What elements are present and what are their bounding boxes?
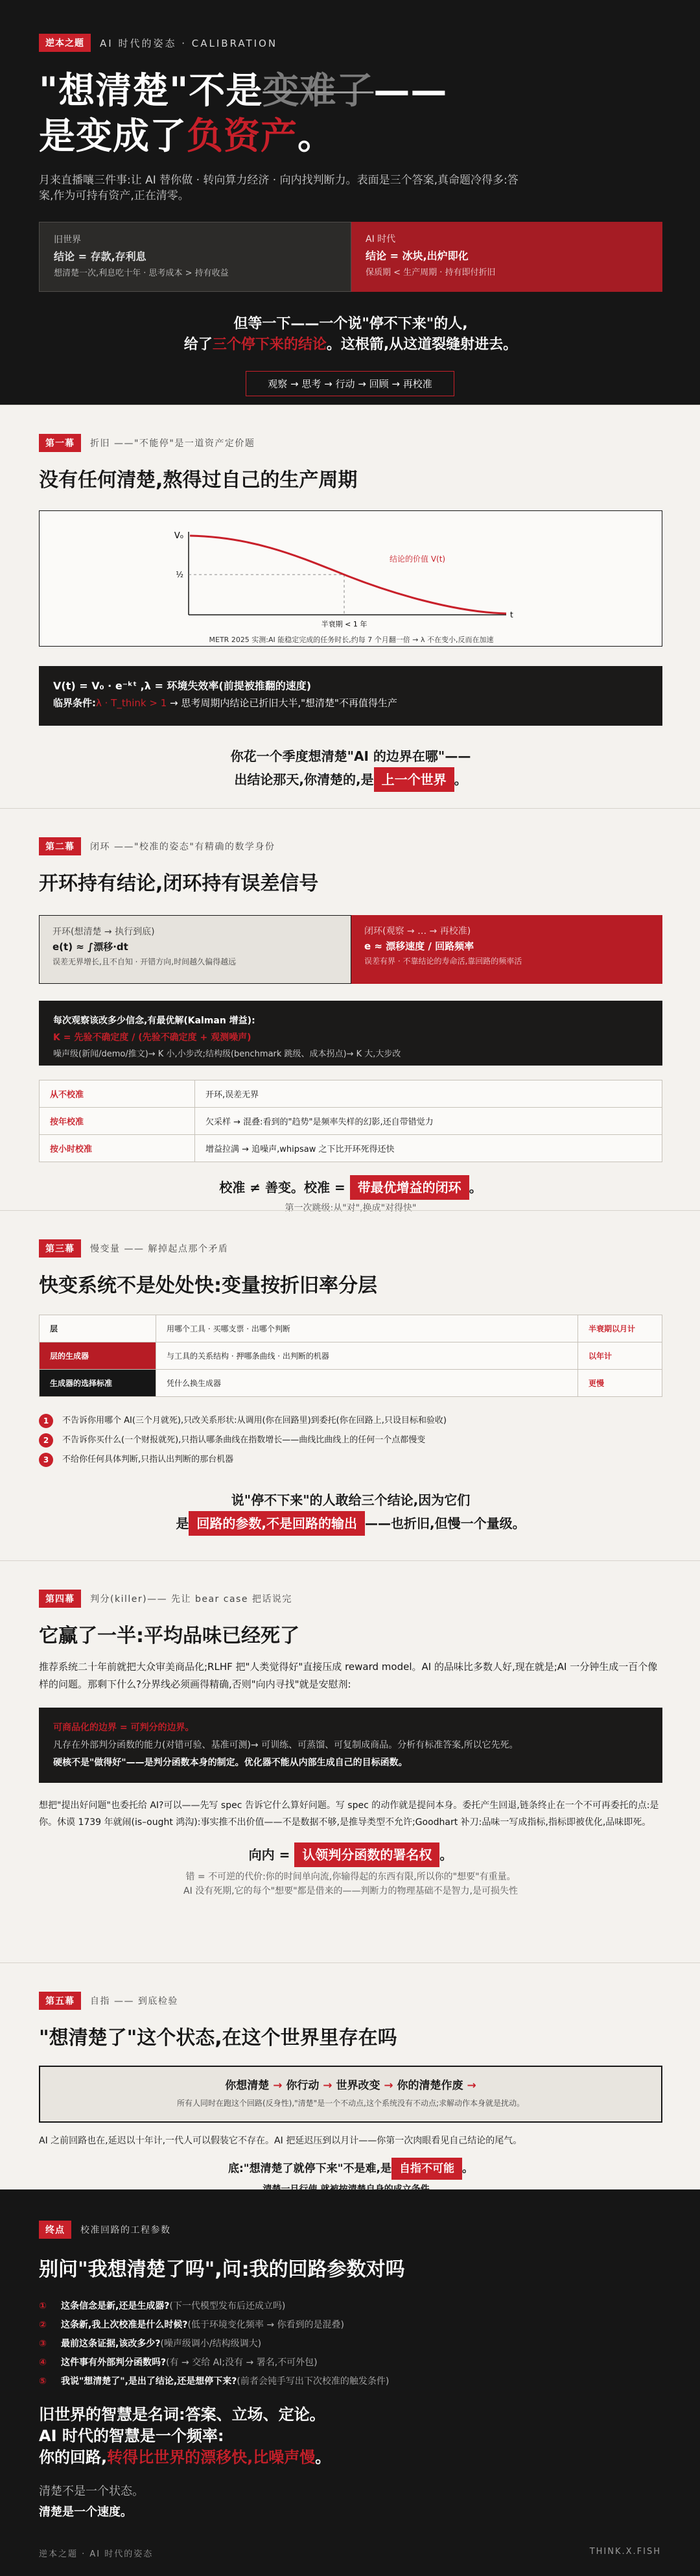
loop-box <box>39 2066 662 2123</box>
section-2-label-text: 闭环 ——"校准的姿态"有精确的数学身份 <box>90 842 275 852</box>
end-big-3a: 你的回路, <box>39 2448 108 2466</box>
end-list-item <box>39 2335 661 2354</box>
quote-2a: 出结论那天,你清楚的,是 <box>234 772 374 787</box>
end-list-note: (噪声级调小/结构级调大) <box>160 2339 262 2349</box>
calibration-key: 按小时校准 <box>40 1135 195 1162</box>
s5-paragraph: AI 之前回路也在,延迟以十年计,一代人可以假装它不存在。AI 把延迟压到以月计——你第一次肉眼看见自己结论的尾气。 <box>39 2136 522 2146</box>
section-3-label-text: 慢变量 —— 解掉起点那个矛盾 <box>90 1244 229 1254</box>
title-red: 负资产 <box>187 115 298 158</box>
section-5-tag: 第五幕 <box>39 1992 81 2010</box>
title-strike: 变难了 <box>262 70 374 112</box>
quote-2 <box>39 767 662 792</box>
half-label: ½ <box>176 570 183 579</box>
s4-quote-highlight: 认领判分函数的署名权 <box>294 1843 439 1867</box>
calibration-value: 开环,误差无界 <box>195 1080 662 1108</box>
end-big-3 <box>39 2447 661 2468</box>
s4-dark-2: 凡存在外部判分函数的能力(对错可验、基准可测)→ 可训练、可蒸馏、可复制成商品。分析有标准答案,所以它先死。 <box>53 1740 519 1750</box>
mid-red: 三个停下来的结论 <box>212 337 327 353</box>
footer-bar <box>39 2547 661 2559</box>
end-last-1: 清楚不是一个状态。 <box>39 2485 144 2498</box>
end-list-main: 这条新,我上次校准是什么时候? <box>61 2320 188 2330</box>
layer-row <box>40 1370 662 1397</box>
section-5-title: "想清楚了"这个状态,在这个世界里存在吗 <box>39 2027 397 2049</box>
loop-step-1: 你想清楚 <box>225 2079 270 2092</box>
compare-old <box>39 222 351 292</box>
s4-paragraph-2: 想把"提出好问题"也委托给 AI?可以——先写 spec 告诉它什么算好问题。写 spec 的动作就是提问本身。委托产生回退,链条终止在一个不可再委托的点:是你。休谟 1739 年就闹(is–ought 鸿沟):事实推不出价值——不是数据不够,是推导类型不允许;Goodhart 补刀:品味一写成指标,指标即被优化,品味即死。 <box>39 1800 659 1828</box>
layer-table <box>39 1315 662 1397</box>
s4-dark-3: 硬核不是"做得好"——是判分函数本身的制定。优化器不能从内部生成自己的目标函数。 <box>53 1758 408 1768</box>
title-part-2: 是变成了 <box>39 115 187 158</box>
end-list-note: (低于环境变化频率 → 你看到的是混叠) <box>187 2320 345 2330</box>
hero-tag: 逆本之题 <box>39 34 91 52</box>
footer-left: 逆本之题 · AI 时代的姿态 <box>39 2549 154 2559</box>
section-3-quote <box>39 1489 662 1536</box>
hero-desc: 月来直播嚷三件事:让 AI 替你做 · 转向算力经济 · 向内找判断力。表面是三个答案,真命题冷得多:答案,作为可持有资产,正在清零。 <box>39 174 519 202</box>
end-list-main: 这件事有外部判分函数吗? <box>61 2357 167 2368</box>
open-loop-top: 开环(想清楚 → 执行到底) <box>52 927 155 937</box>
section-4 <box>0 1560 700 1962</box>
open-loop-sub: 误差无界增长,且不自知 · 开错方向,时间越久偏得越远 <box>52 957 237 966</box>
list-item <box>39 1450 661 1470</box>
layer-rate: 以年计 <box>578 1342 662 1370</box>
calibration-value: 欠采样 → 混叠:看到的"趋势"是频率失样的幻影,还自带错觉力 <box>195 1108 662 1135</box>
compare-old-sub: 想清楚一次,利息吃十年 · 思考成本 > 持有收益 <box>54 268 229 278</box>
section-2-tag: 第二幕 <box>39 837 81 855</box>
end-last-2: 清楚是一个速度。 <box>39 2505 132 2519</box>
end-list-text <box>61 2354 318 2372</box>
compare-new-main: 结论 = 冰块,出炉即化 <box>366 250 469 262</box>
section-4-label <box>39 1590 661 1608</box>
calibration-key: 从不校准 <box>40 1080 195 1108</box>
calibration-row <box>40 1108 662 1135</box>
compare-new <box>351 222 662 292</box>
end-list-number: ② <box>39 2320 47 2330</box>
title-dash: —— <box>373 70 448 112</box>
list-item <box>39 1431 661 1450</box>
kalman-2: K = 先验不确定度 / (先验不确定度 + 观测噪声) <box>53 1032 251 1043</box>
layer-name: 层 <box>40 1315 156 1342</box>
end-list-item <box>39 2297 661 2316</box>
open-loop-main: e(t) ≈ ∫漂移·dt <box>52 941 128 953</box>
chart-caption: METR 2025 实测:AI 能稳定完成的任务时长,约每 7 个月翻一倍 → λ 不在变小,反而在加速 <box>209 636 494 644</box>
calibration-value: 增益拉满 → 追噪声,whipsaw 之下比开环死得还快 <box>195 1135 662 1162</box>
s4-paragraph-1: 推荐系统二十年前就把大众审美商品化;RLHF 把"人类觉得好"直接压成 reward model。AI 的品味比多数人好,现在就是;AI 一分钟生成一百个像样的问题。那剩下什么?分界线必须画得精确,否则"向内寻找"就是安慰剂: <box>39 1661 658 1690</box>
section-1 <box>0 405 700 808</box>
s4-quote-b: 。 <box>439 1847 453 1863</box>
layer-desc: 与工具的关系结构 · 押哪条曲线 · 出判断的机器 <box>156 1342 578 1370</box>
end-big <box>39 2404 661 2468</box>
hero-section <box>0 0 700 405</box>
section-1-quote <box>39 745 662 792</box>
closed-loop-sub: 误差有界 · 不靠结论的寿命活,靠回路的频率活 <box>364 957 522 966</box>
section-2 <box>0 808 700 1213</box>
list-text: 不告诉你买什么(一个财报就死),只指认哪条曲线在指数增长——曲线比曲线上的任何一个点都慢变 <box>62 1435 426 1445</box>
layer-row <box>40 1315 662 1342</box>
layer-name: 生成器的选择标准 <box>40 1370 156 1397</box>
hero-mid-1: 但等一下——一个说"停不下来"的人, <box>233 316 468 332</box>
end-list-number: ③ <box>39 2339 47 2349</box>
calibration-row <box>40 1080 662 1108</box>
loop-step-4: 你的清楚作废 <box>397 2079 463 2092</box>
curve-label: 结论的价值 V(t) <box>390 555 446 564</box>
s3-quote-1: 说"停不下来"的人敢给三个结论,因为它们 <box>231 1492 471 1508</box>
end-list-item <box>39 2316 661 2335</box>
mid-text: 给了 <box>183 337 213 353</box>
section-3-label <box>39 1239 661 1258</box>
end-list-number: ⑤ <box>39 2376 47 2387</box>
open-loop-card <box>39 915 351 984</box>
layer-row <box>40 1342 662 1370</box>
hero-mid-2 <box>39 335 662 355</box>
section-1-tag: 第一幕 <box>39 434 81 452</box>
end-label <box>39 2221 661 2239</box>
s2-quote-sub: 第一次跳级:从"对",换成"对得快" <box>285 1203 417 1213</box>
end-list-text <box>61 2316 344 2335</box>
s4-dark-1: 可商品化的边界 = 可判分的边界。 <box>53 1723 194 1733</box>
t-label: t <box>510 610 513 619</box>
section-1-title: 没有任何清楚,熬得过自己的生产周期 <box>39 469 358 492</box>
closed-loop-card <box>351 915 662 984</box>
s2-quote-b: 。 <box>469 1180 482 1195</box>
list-number: 3 <box>39 1453 53 1467</box>
end-big-3b: 。 <box>315 2448 331 2466</box>
layer-rate: 更慢 <box>578 1370 662 1397</box>
layer-rate: 半衰期以月计 <box>578 1315 662 1342</box>
section-5-label <box>39 1992 661 2010</box>
title-end: 。 <box>298 115 334 158</box>
end-list-item <box>39 2372 661 2391</box>
end-big-1: 旧世界的智慧是名词:答案、立场、定论。 <box>39 2405 325 2424</box>
hero-kicker <box>39 34 661 52</box>
formula-line: V(t) = V₀ · e⁻ᵏᵗ ,λ = 环境失效率(前提被推翻的速度) <box>53 680 312 692</box>
y-label: V₀ <box>174 531 183 541</box>
end-list-number: ① <box>39 2301 47 2311</box>
hero-kicker-text: AI 时代的姿态 · CALIBRATION <box>100 37 278 49</box>
section-2-quote <box>39 1175 662 1200</box>
list-number: 2 <box>39 1433 53 1448</box>
end-list-note: (有 → 交给 AI;没有 → 署名,不可外包) <box>166 2357 318 2368</box>
cond-a: 临界条件: <box>53 697 96 709</box>
section-3-title: 快变系统不是处处快:变量按折旧率分层 <box>39 1274 377 1297</box>
list-number: 1 <box>39 1414 53 1428</box>
s3-quote-highlight: 回路的参数,不是回路的输出 <box>189 1511 365 1536</box>
end-big-3red: 转得比世界的漂移快,比噪声慢 <box>107 2448 316 2466</box>
end-list-number: ④ <box>39 2357 47 2368</box>
end-last <box>39 2481 661 2523</box>
section-4-tag: 第四幕 <box>39 1590 81 1608</box>
end-list-main: 这条信念是新,还是生成器? <box>61 2301 170 2311</box>
critical-line <box>53 695 648 711</box>
s5-quote-b: 。 <box>461 2162 473 2175</box>
kalman-box <box>39 1001 662 1066</box>
quote-2b: 。 <box>454 772 467 787</box>
s5-quote-highlight: 自指不可能 <box>391 2158 462 2180</box>
end-tag: 终点 <box>39 2221 71 2239</box>
list-text: 不给你任何具体判断,只指认出判断的那台机器 <box>62 1455 234 1464</box>
end-list-note: (下一代模型发布后还成立吗) <box>169 2301 286 2311</box>
footer-right: THINK.X.FISH <box>589 2547 661 2557</box>
end-list-text <box>61 2335 261 2354</box>
s3-quote-2b: ——也折旧,但慢一个量级。 <box>365 1516 526 1531</box>
s3-quote-2a: 是 <box>176 1516 189 1531</box>
loop-step-2: 你行动 <box>286 2079 320 2092</box>
section-4-title: 它赢了一半:平均品味已经死了 <box>39 1625 299 1647</box>
s2-quote-a: 校准 ≠ 善变。校准 = <box>219 1180 350 1195</box>
half-life-label: 半衰期 < 1 年 <box>321 620 368 628</box>
quote-1: 你花一个季度想清楚"AI 的边界在哪"—— <box>230 748 471 764</box>
loop-chain: 你想清楚 → 你行动 → 世界改变 → 你的清楚作废 → <box>225 2079 476 2092</box>
hero-title <box>39 69 661 160</box>
loop-compare <box>39 915 662 984</box>
s3-quote-2 <box>39 1511 662 1536</box>
loop-step-3: 世界改变 <box>336 2079 380 2092</box>
closed-loop-main: e ≈ 漂移速度 / 回路频率 <box>364 940 474 952</box>
compare-old-main: 结论 = 存款,存利息 <box>54 250 146 263</box>
layer-desc: 凭什么换生成器 <box>156 1370 578 1397</box>
end-list <box>39 2297 661 2391</box>
calibration-key: 按年校准 <box>40 1108 195 1135</box>
cond-b: → 思考周期内结论已折旧大半,"想清楚"不再值得生产 <box>167 697 397 709</box>
section-2-label <box>39 837 661 855</box>
end-list-item <box>39 2354 661 2372</box>
formula-box <box>39 666 662 726</box>
compare-old-top: 旧世界 <box>54 235 81 245</box>
section-1-label-text: 折旧 ——"不能停"是一道资产定价题 <box>90 438 255 449</box>
end-big-2: AI 时代的智慧是一个频率: <box>39 2427 224 2445</box>
section-4-label-text: 判分(killer)—— 先让 bear case 把话说完 <box>90 1594 292 1604</box>
end-section <box>0 2189 700 2576</box>
closed-loop-top: 闭环(观察 → … → 再校准) <box>364 926 471 936</box>
s2-quote-highlight: 带最优增益的闭环 <box>350 1175 469 1200</box>
section-5 <box>0 1962 700 2189</box>
end-list-main: 最前这条证据,该改多少? <box>61 2339 161 2349</box>
compare-new-sub: 保质期 < 生产周期 · 持有即付折旧 <box>366 268 496 278</box>
section-3 <box>0 1210 700 1560</box>
mid-text-2: 。这根箭,从这道裂缝射进去。 <box>326 337 518 353</box>
kalman-3: 噪声级(新闻/demo/推文)→ K 小,小步改;结构级(benchmark 跳级、成本拐点)→ K 大,大步改 <box>53 1049 401 1059</box>
section-2-title: 开环持有结论,闭环持有误差信号 <box>39 872 319 895</box>
s4-quote-sub-2: AI 没有死期,它的每个"想要"都是借来的——判断力的物理基础不是智力,是可损失性 <box>183 1886 518 1896</box>
end-title: 别问"我想清楚了吗",问:我的回路参数对吗 <box>39 2258 405 2281</box>
section-5-label-text: 自指 —— 到底检验 <box>90 1996 178 2007</box>
hero-compare <box>39 222 662 292</box>
end-list-note: (前者会钝手写出下次校准的触发条件) <box>237 2376 390 2387</box>
end-label-text: 校准回路的工程参数 <box>80 2225 171 2236</box>
s5-quote-a: 底:"想清楚了就停下来"不是难,是 <box>228 2162 391 2175</box>
end-list-main: 我说"想清楚了",是出了结论,还是想停下来? <box>61 2376 237 2387</box>
loop-note: 所有人同时在跑这个回路(反身性),"清楚"是一个不动点,这个系统没有不动点;求解动作本身就是扰动。 <box>176 2099 525 2108</box>
list-item <box>39 1411 661 1431</box>
s4-quote-a: 向内 = <box>248 1847 295 1863</box>
s4-quote-sub-1: 错 = 不可逆的代价:你的时间单向流,你输得起的东西有限,所以你的"想要"有重量。 <box>185 1872 516 1882</box>
list-text: 不告诉你用哪个 AI(三个月就死),只改关系形状:从调用(你在回路里)到委托(你在回路上,只设目标和验收) <box>62 1416 447 1425</box>
cond-red: λ · T_think > 1 <box>96 697 167 709</box>
section-3-tag: 第三幕 <box>39 1239 81 1258</box>
calibration-table <box>39 1080 662 1162</box>
layer-desc: 用哪个工具 · 买哪支票 · 出哪个判断 <box>156 1315 578 1342</box>
quote-2-highlight: 上一个世界 <box>374 767 454 792</box>
calibration-row <box>40 1135 662 1162</box>
hero-mid <box>39 314 662 355</box>
compare-new-top: AI 时代 <box>366 234 396 244</box>
kalman-1: 每次观察该改多少信念,有最优解(Kalman 增益): <box>53 1016 255 1026</box>
title-part: "想清楚"不是 <box>39 70 263 112</box>
hero-flow: 观察 → 思考 → 行动 → 回顾 → 再校准 <box>246 371 454 396</box>
end-list-text <box>61 2372 389 2391</box>
s4-quote <box>39 1843 662 1867</box>
s4-dark-box <box>39 1708 662 1783</box>
layer-name: 层的生成器 <box>40 1342 156 1370</box>
section-1-label <box>39 434 661 452</box>
end-list-text <box>61 2297 285 2316</box>
section-3-list <box>39 1411 661 1470</box>
decay-chart-svg <box>40 511 663 647</box>
decay-chart <box>39 510 662 647</box>
